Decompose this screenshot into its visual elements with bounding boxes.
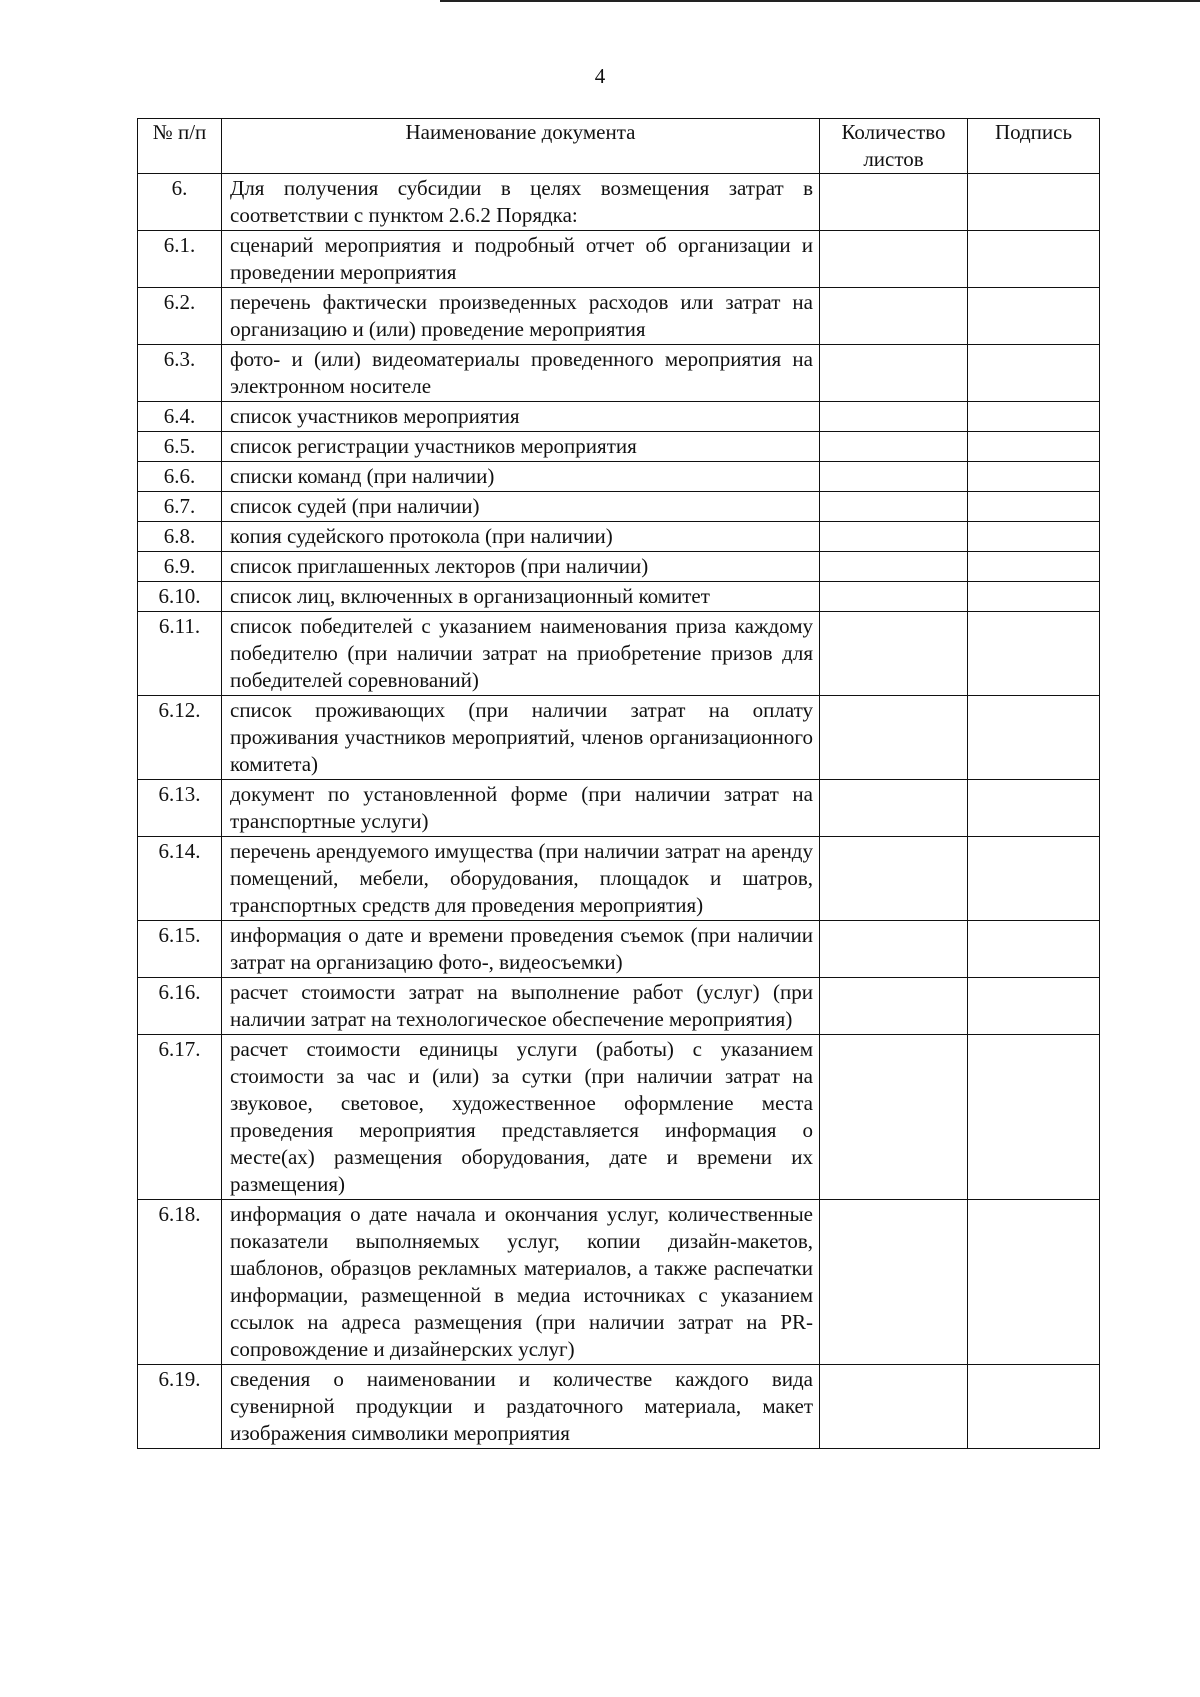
row-document-name: копия судейского протокола (при наличии) [222,522,820,552]
row-number: 6.3. [138,345,222,402]
row-signature-cell [968,1200,1100,1365]
row-signature-cell [968,1365,1100,1449]
row-number: 6.19. [138,1365,222,1449]
row-sheet-count-cell [820,696,968,780]
row-sheet-count-cell [820,231,968,288]
row-number: 6.13. [138,780,222,837]
row-signature-cell [968,462,1100,492]
row-number: 6. [138,174,222,231]
row-document-name: документ по установленной форме (при наличии затрат на транспортные услуги) [222,780,820,837]
row-number: 6.9. [138,552,222,582]
row-number: 6.10. [138,582,222,612]
row-signature-cell [968,552,1100,582]
table-row [138,552,1100,582]
row-signature-cell [968,837,1100,921]
row-document-name: перечень фактически произведенных расходов или затрат на организацию и (или) проведение мероприятия [222,288,820,345]
row-number: 6.7. [138,492,222,522]
scan-edge-line [440,0,1200,2]
document-list-table [137,118,1100,1449]
table-row [138,288,1100,345]
table-row [138,522,1100,552]
row-sheet-count-cell [820,492,968,522]
table-row [138,1365,1100,1449]
row-signature-cell [968,780,1100,837]
row-document-name: список победителей с указанием наименования приза каждому победителю (при наличии затрат на приобретение призов для победителей соревнований) [222,612,820,696]
row-number: 6.4. [138,402,222,432]
row-document-name: список лиц, включенных в организационный комитет [222,582,820,612]
table-row [138,696,1100,780]
row-document-name: расчет стоимости затрат на выполнение работ (услуг) (при наличии затрат на технологическое обеспечение мероприятия) [222,978,820,1035]
row-number: 6.18. [138,1200,222,1365]
row-document-name: фото- и (или) видеоматериалы проведенного мероприятия на электронном носителе [222,345,820,402]
row-document-name: перечень арендуемого имущества (при наличии затрат на аренду помещений, мебели, оборудования, площадок и шатров, транспортных средств для проведения мероприятия) [222,837,820,921]
row-number: 6.11. [138,612,222,696]
row-document-name: список приглашенных лекторов (при наличии) [222,552,820,582]
row-signature-cell [968,402,1100,432]
row-sheet-count-cell [820,1365,968,1449]
row-number: 6.14. [138,837,222,921]
row-sheet-count-cell [820,345,968,402]
table-row [138,837,1100,921]
row-sheet-count-cell [820,978,968,1035]
row-signature-cell [968,1035,1100,1200]
row-signature-cell [968,174,1100,231]
row-number: 6.16. [138,978,222,1035]
table-row [138,402,1100,432]
row-sheet-count-cell [820,288,968,345]
header-document-name: Наименование документа [222,119,820,174]
row-number: 6.8. [138,522,222,552]
row-sheet-count-cell [820,612,968,696]
table-row [138,345,1100,402]
row-signature-cell [968,696,1100,780]
row-number: 6.2. [138,288,222,345]
row-document-name: список регистрации участников мероприятия [222,432,820,462]
row-signature-cell [968,612,1100,696]
row-document-name: расчет стоимости единицы услуги (работы) с указанием стоимости за час и (или) за сутки (при наличии затрат на звуковое, световое, художественное оформление места проведения мероприятия представляется информация о месте(ах) размещения оборудования, дате и времени их размещения) [222,1035,820,1200]
row-signature-cell [968,492,1100,522]
header-number: № п/п [138,119,222,174]
row-sheet-count-cell [820,837,968,921]
row-document-name: список судей (при наличии) [222,492,820,522]
row-sheet-count-cell [820,462,968,492]
row-number: 6.1. [138,231,222,288]
row-signature-cell [968,582,1100,612]
row-number: 6.15. [138,921,222,978]
row-signature-cell [968,231,1100,288]
table-row [138,174,1100,231]
row-number: 6.12. [138,696,222,780]
header-sheet-count: Количество листов [820,119,968,174]
table-row [138,582,1100,612]
table-row [138,978,1100,1035]
row-number: 6.17. [138,1035,222,1200]
table-row [138,462,1100,492]
table-row [138,492,1100,522]
table-row [138,1035,1100,1200]
row-document-name: информация о дате и времени проведения съемок (при наличии затрат на организацию фото-, видеосъемки) [222,921,820,978]
row-document-name: список участников мероприятия [222,402,820,432]
row-number: 6.6. [138,462,222,492]
row-signature-cell [968,432,1100,462]
row-sheet-count-cell [820,432,968,462]
table-row [138,1200,1100,1365]
row-document-name: Для получения субсидии в целях возмещения затрат в соответствии с пунктом 2.6.2 Порядка: [222,174,820,231]
row-signature-cell [968,345,1100,402]
row-sheet-count-cell [820,1200,968,1365]
row-document-name: информация о дате начала и окончания услуг, количественные показатели выполняемых услуг, копии дизайн-макетов, шаблонов, образцов рекламных материалов, а также распечатки информации, размещенной в медиа источниках с указанием ссылок на адреса размещения (при наличии затрат на PR-сопровождение и дизайнерских услуг) [222,1200,820,1365]
table-row [138,921,1100,978]
row-document-name: сценарий мероприятия и подробный отчет об организации и проведении мероприятия [222,231,820,288]
row-document-name: список проживающих (при наличии затрат на оплату проживания участников мероприятий, членов организационного комитета) [222,696,820,780]
table-row [138,231,1100,288]
row-document-name: списки команд (при наличии) [222,462,820,492]
row-document-name: сведения о наименовании и количестве каждого вида сувенирной продукции и раздаточного материала, макет изображения символики мероприятия [222,1365,820,1449]
row-sheet-count-cell [820,402,968,432]
table-row [138,612,1100,696]
row-number: 6.5. [138,432,222,462]
row-signature-cell [968,978,1100,1035]
table-header-row [138,119,1100,174]
row-sheet-count-cell [820,522,968,552]
row-sheet-count-cell [820,1035,968,1200]
page-number: 4 [594,64,606,88]
row-sheet-count-cell [820,921,968,978]
row-sheet-count-cell [820,552,968,582]
table-row [138,780,1100,837]
row-sheet-count-cell [820,174,968,231]
row-sheet-count-cell [820,780,968,837]
row-sheet-count-cell [820,582,968,612]
row-signature-cell [968,288,1100,345]
header-signature: Подпись [968,119,1100,174]
row-signature-cell [968,921,1100,978]
table-row [138,432,1100,462]
row-signature-cell [968,522,1100,552]
